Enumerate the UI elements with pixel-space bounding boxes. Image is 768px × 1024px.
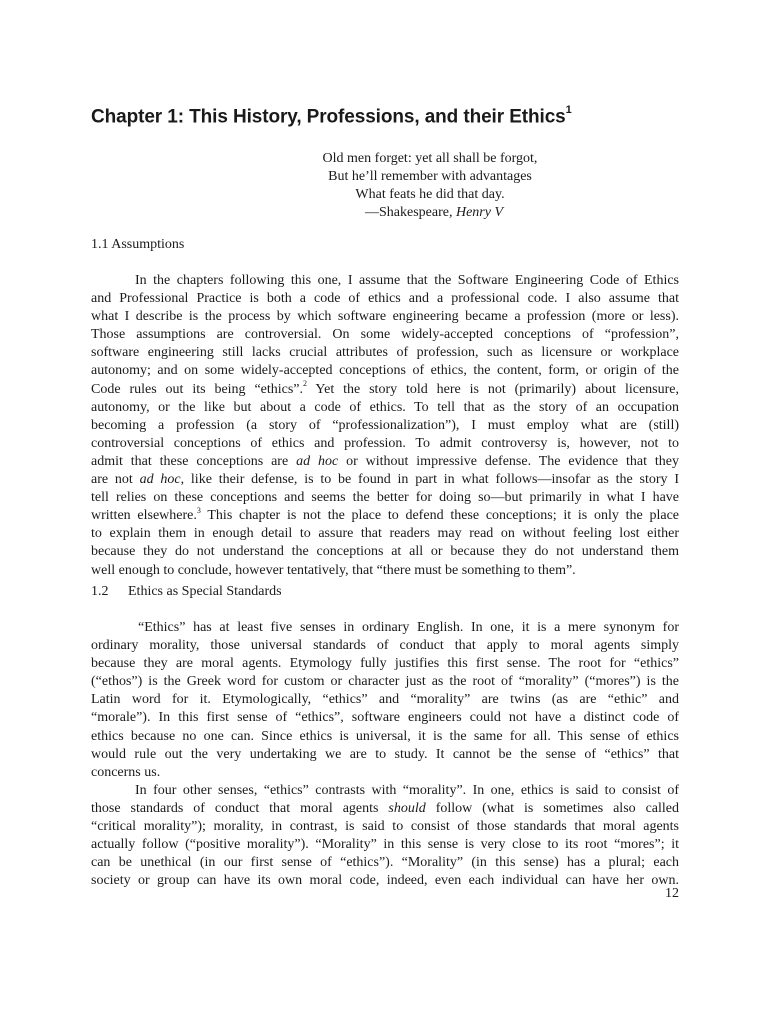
- epigraph-line: What feats he did that day.: [355, 187, 505, 202]
- text-line: actually follow (“positive morality”). “Morality” in this sense is very close to its root “mores”; it: [91, 837, 679, 853]
- text-line: tell relies on these conceptions and seems the better for doing so—but primarily in what I have: [91, 490, 679, 506]
- epigraph-line: Old men forget: yet all shall be forgot,: [322, 151, 538, 166]
- text-line: In four other senses, “ethics” contrasts with “morality”. In one, ethics is said to consist of: [135, 783, 679, 798]
- text-line: what I describe is the process by which software engineering became a profession (more or less).: [91, 309, 679, 325]
- section-number: 1.2: [91, 584, 109, 599]
- section-heading-1-2: [91, 584, 282, 600]
- footnote-ref-2[interactable]: 2: [303, 378, 308, 388]
- text-line: well enough to conclude, however tentatively, that “there must be something to them”.: [91, 562, 576, 578]
- text-line: “morale”). In this first sense of “ethics”, software engineers could not have a distinct code of: [91, 710, 679, 726]
- text-line: and Professional Practice is both a code of ethics and a professional code. I also assume that: [91, 291, 679, 307]
- text-line: In the chapters following this one, I assume that the Software Engineering Code of Ethics: [135, 273, 679, 288]
- text-line: Those assumptions are controversial. On some widely-accepted conceptions of “profession”,: [91, 327, 679, 343]
- epigraph-line: But he’ll remember with advantages: [328, 169, 532, 184]
- paragraph-ethics-senses: [91, 619, 679, 782]
- paragraph-four-senses: [91, 782, 679, 891]
- footnote-ref-3[interactable]: 3: [196, 505, 201, 515]
- text-line: can be unethical (in our first sense of “ethics”). “Morality” (in this sense) has a plural; each: [91, 855, 679, 871]
- text-line: are not ad hoc, like their defense, is to be found in part in what follows—insofar as the story I: [91, 472, 679, 488]
- section-heading-1-1: [91, 237, 184, 253]
- chapter-title: [91, 106, 572, 128]
- text-line: because they are moral agents. Etymology fully justifies this first sense. The root for “ethics”: [91, 656, 679, 672]
- epigraph-work: Henry V: [455, 205, 503, 220]
- text-line: Code rules out its being “ethics”.$^2$ Yet the story told here is not (primarily) about licensure,: [91, 378, 679, 397]
- text-line: “critical morality”); morality, in contrast, is said to consist of those standards that moral agents: [91, 819, 679, 835]
- chapter-title-text: Chapter 1: This History, Professions, and their Ethics: [91, 106, 566, 128]
- section-number: 1.1: [91, 237, 109, 252]
- text-line: admit that these conceptions are ad hoc or without impressive defense. The evidence that they: [91, 453, 679, 469]
- text-line: society or group can have its own moral code, indeed, even each individual can have her own.: [91, 873, 679, 889]
- text-line: “Ethics” has at least five senses in ordinary English. In one, it is a mere synonym for: [138, 620, 679, 635]
- text-line: autonomy; and on some widely-accepted conceptions of ethics, the content, form, or origin of the: [91, 363, 679, 379]
- text-line: software engineering still lacks crucial attributes of profession, such as licensure or workplace: [91, 345, 679, 361]
- text-line: becoming a profession (a story of “professionalization”), I must employ what are (still): [91, 417, 679, 433]
- text-line: concerns us.: [91, 764, 161, 780]
- text-line: ordinary morality, those universal standards of conduct that apply to moral agents simply: [91, 638, 679, 654]
- text-line: to explain them in enough detail to assure that readers may read on without feeling lost either: [91, 526, 679, 542]
- paragraph-assumptions: [91, 272, 679, 580]
- footnote-ref-1[interactable]: 1: [565, 104, 572, 116]
- section-title: Ethics as Special Standards: [128, 584, 282, 599]
- text-line: ethics because no one can. Since ethics is universal, it is the same for all. This sense of ethics: [91, 728, 679, 744]
- text-line: autonomy, or the like but about a code of ethics. To tell that as the story of an occupation: [91, 399, 679, 415]
- text-line: written elsewhere.$^3$ This chapter is not the place to defend these conceptions; it is only the place: [91, 505, 679, 524]
- section-title: Assumptions: [111, 237, 185, 252]
- text-line: because they do not understand the conceptions at all or because they do not understand them: [91, 544, 679, 560]
- text-line: Latin word for it. Etymologically, “ethics” and “morality” are twins (as are “ethic” and: [91, 692, 679, 708]
- epigraph: [270, 150, 590, 222]
- text-line: would rule out the very undertaking we are to study. It cannot be the sense of “ethics” that: [91, 746, 679, 762]
- text-line: (“ethos”) is the Greek word for custom or character just as the root of “morality” (“mores”) is the: [91, 674, 679, 690]
- text-line: those standards of conduct that moral agents should follow (what is sometimes also called: [91, 801, 680, 817]
- text-line: controversial conceptions of ethics and profession. To admit controversy is, however, not to: [91, 435, 679, 451]
- epigraph-attribution: —Shakespeare, Henry V: [364, 205, 503, 220]
- page-number: 12: [665, 886, 679, 901]
